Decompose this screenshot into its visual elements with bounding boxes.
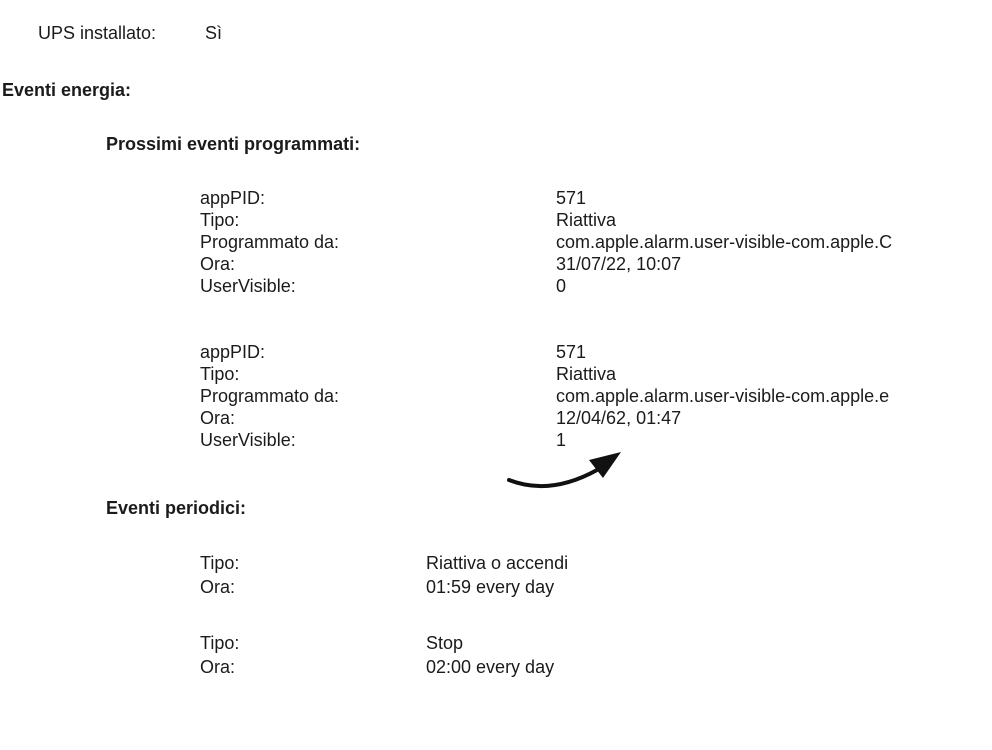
ups-installed-value: Sì <box>205 23 223 43</box>
ups-installed-label: UPS installato: <box>38 23 157 43</box>
type-label: Tipo: <box>200 633 240 653</box>
scheduled-by-value: com.apple.alarm.user-visible-com.apple.C <box>556 232 893 252</box>
time-label: Ora: <box>200 408 236 428</box>
time-label: Ora: <box>200 657 236 677</box>
time-label: Ora: <box>200 577 236 597</box>
power-events-heading: Eventi energia: <box>2 80 132 100</box>
user-visible-value: 0 <box>556 276 567 296</box>
app-pid-value: 571 <box>556 342 587 362</box>
time-value: 12/04/62, 01:47 <box>556 408 682 428</box>
app-pid-value: 571 <box>556 188 587 208</box>
app-pid-label: appPID: <box>200 188 266 208</box>
curved-arrow-icon <box>505 448 625 493</box>
scheduled-events-heading: Prossimi eventi programmati: <box>106 134 361 154</box>
type-label: Tipo: <box>200 553 240 573</box>
time-value: 31/07/22, 10:07 <box>556 254 682 274</box>
app-pid-label: appPID: <box>200 342 266 362</box>
time-label: Ora: <box>200 254 236 274</box>
type-label: Tipo: <box>200 364 240 384</box>
type-value: Riattiva o accendi <box>426 553 569 573</box>
scheduled-by-label: Programmato da: <box>200 232 340 252</box>
time-value: 01:59 every day <box>426 577 555 597</box>
user-visible-label: UserVisible: <box>200 276 296 296</box>
type-value: Riattiva <box>556 364 617 384</box>
time-value: 02:00 every day <box>426 657 555 677</box>
type-value: Riattiva <box>556 210 617 230</box>
periodic-events-heading: Eventi periodici: <box>106 498 247 518</box>
scheduled-by-value: com.apple.alarm.user-visible-com.apple.e <box>556 386 890 406</box>
scheduled-by-label: Programmato da: <box>200 386 340 406</box>
type-label: Tipo: <box>200 210 240 230</box>
type-value: Stop <box>426 633 464 653</box>
user-visible-value: 1 <box>556 430 567 450</box>
user-visible-label: UserVisible: <box>200 430 296 450</box>
